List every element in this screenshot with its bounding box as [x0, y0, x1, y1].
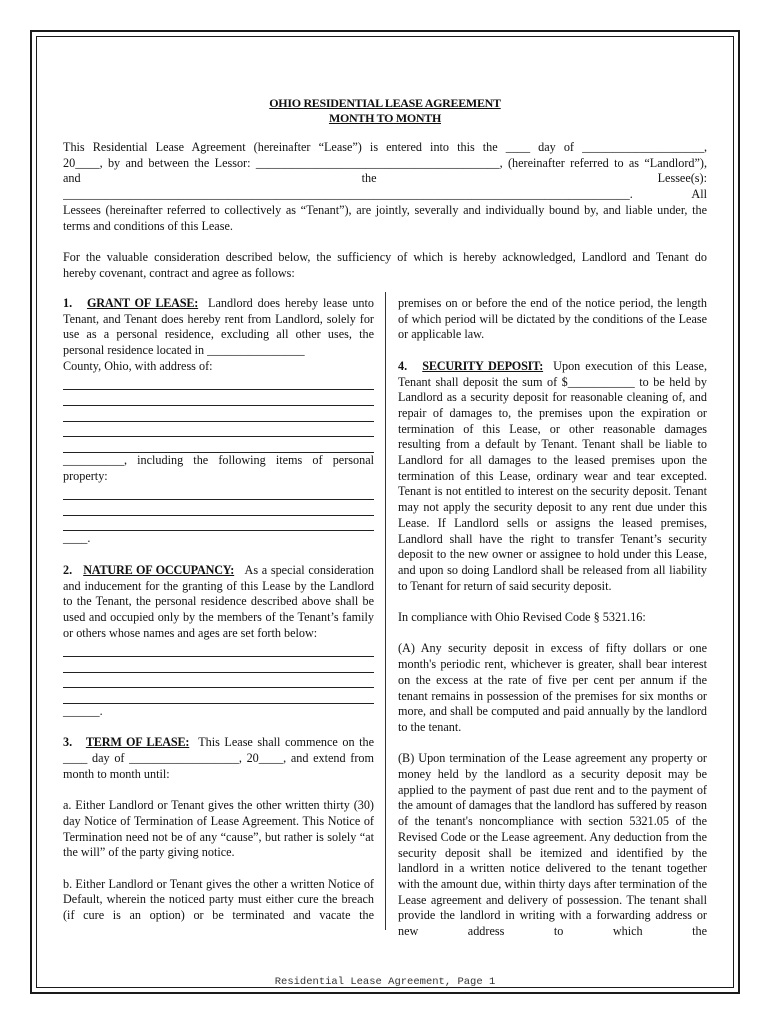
address-blank-line — [63, 390, 374, 406]
section-3-heading: TERM OF LEASE: — [85, 735, 190, 750]
occupant-blank-line — [63, 641, 374, 657]
section-3-number: 3. — [63, 735, 73, 750]
column-divider — [385, 292, 386, 930]
ohio-code-compliance: In compliance with Ohio Revised Code § 5321.16: — [398, 610, 646, 625]
clause-a-interest: (A) Any security deposit in excess of fifty dollars or one month's periodic rent, whichever is greater, shall bear interest on the excess at the rate of five per cent per annum if the tenant remains in possession of the premises for six months or more, and shall be computed and paid annually by the landlord to the tenant. — [398, 641, 707, 734]
lessee-names-blank: _____________________________________________________________________________________________. — [63, 187, 633, 202]
section-2-nature-of-occupancy — [63, 563, 374, 642]
clause-b-termination: (B) Upon termination of the Lease agreement any property or money held by the landlord as a security deposit may be applied to the payment of past due rent and to the payment of the amount of damages that the landlord has suffered by reason of the tenant's noncompliance with section 5321.05 of the Revised Code or the Lease agreement. Any deduction from the security deposit shall be itemized and identified by the landlord in a written notice delivered to the tenant together with the amount due, within thirty days after termination of the Lease agreement and delivery of possession. The tenant shall provide the landlord in writing with a forwarding address or new address to which the — [398, 751, 707, 939]
section-4-text: Upon execution of this Lease, Tenant shall deposit the sum of $___________ to be held by Landlord as a security deposit for reasonable cleaning of, and repair of damages to, the premises upon the expiration or termination of this Lease, or other reasonable damages resulting from a default by Tenant. Tenant shall be liable to Landlord for all damages to the leased premises upon the termination of this Lease, ordinary wear and tear excepted. Tenant is not entitled to interest on the security deposit. Tenant may not apply the security deposit to any rent due under this Lease. If Landlord sells or assigns the leased premises, Landlord shall have the right to transfer Tenant’s security deposit to the new owner or assignee to hold under this Lease, and upon so doing Landlord shall be released from all liability to Tenant for return of said security deposit. — [398, 358, 708, 593]
section-3-clause-a: a. Either Landlord or Tenant gives the other written thirty (30) day Notice of Termination of Lease Agreement. This Notice of Termination need not be of any “cause”, but rather is solely “at the will” of the party giving notice. — [63, 798, 374, 860]
page-footer: Residential Lease Agreement, Page 1 — [274, 976, 496, 988]
property-blank-line — [63, 516, 374, 532]
section-1-number: 1. — [63, 296, 73, 310]
property-blank-line — [63, 484, 374, 500]
address-blank-line — [63, 375, 374, 391]
section-3-continuation: premises on or before the end of the notice period, the length of which period will be dictated by the conditions of the Lease or applicable law. — [398, 296, 707, 342]
section-3-clause-b: b. Either Landlord or Tenant gives the other a written Notice of Default, wherein the noticed party must either cure the breach (if cure is an option) or be terminated and vacate the — [63, 876, 374, 923]
intro-all: All — [691, 187, 707, 202]
section-1-heading: GRANT OF LEASE: — [86, 296, 199, 310]
section-1-text: Landlord does hereby lease unto Tenant, and Tenant does hereby rent from Landlord, solely for use as a personal residence, excluding all other uses, the personal residence located in ________________ — [63, 296, 375, 358]
right-column — [398, 296, 707, 940]
section-4-heading: SECURITY DEPOSIT: — [422, 358, 544, 373]
occupant-blank-line — [63, 673, 374, 689]
intro-line-2: 20____, by and between the Lessor: ________________________________________, (hereinafter referred to as “Landlord”), — [63, 155, 707, 170]
address-blank-line — [63, 406, 374, 422]
section-2-heading: NATURE OF OCCUPANCY: — [83, 562, 235, 577]
section-1-including-line: __________, including the following items of personal — [63, 452, 374, 467]
document-subtitle: MONTH TO MONTH — [328, 111, 442, 125]
section-4-number: 4. — [398, 358, 408, 373]
consideration-line-2: hereby covenant, contract and agree as follows: — [63, 265, 295, 280]
address-blank-line — [63, 422, 374, 438]
section-1-grant-of-lease — [63, 296, 374, 359]
section-1-end-blank: ____. — [63, 531, 91, 546]
section-2-end-blank: ______. — [63, 704, 103, 719]
address-blank-line — [63, 437, 374, 453]
consideration-paragraph — [63, 250, 707, 281]
intro-line-4 — [63, 187, 707, 203]
occupant-blank-line — [63, 657, 374, 673]
property-blank-line — [63, 500, 374, 516]
intro-line-5: Lessees (hereinafter referred to collectively as “Tenant”), are jointly, severally and individually bound by, and liable under, the — [63, 202, 707, 217]
document-title: OHIO RESIDENTIAL LEASE AGREEMENT — [269, 96, 501, 110]
intro-line-3 — [63, 171, 707, 187]
consideration-line-1: For the valuable consideration described below, the sufficiency of which is hereby acknowledged, Landlord and Tenant do — [63, 250, 707, 264]
intro-line-1: This Residential Lease Agreement (hereinafter “Lease”) is entered into this the ____ day of ____________________, — [63, 140, 707, 154]
section-2-text: As a special consideration and inducement for the granting of this Lease by the Landlord to the Tenant, the personal residence described above shall be used and occupied only by the members of the Tenant’s family or others whose names and ages are set forth below: — [63, 562, 375, 640]
intro-paragraph — [63, 140, 707, 234]
section-2-number: 2. — [63, 562, 73, 577]
intro-the: the — [361, 171, 377, 186]
occupant-blank-line — [63, 688, 374, 704]
section-1-county-line: County, Ohio, with address of: — [63, 358, 213, 373]
intro-lessees-label: Lessee(s): — [657, 171, 707, 186]
intro-and: and — [63, 171, 81, 186]
section-3-term-of-lease — [63, 735, 374, 782]
left-column — [63, 296, 374, 924]
intro-line-6: terms and conditions of this Lease. — [63, 218, 233, 233]
section-3-text: This Lease shall commence on the ____ day of __________________, 20____, and extend from month to month until: — [63, 735, 375, 781]
section-1-property-label: property: — [63, 468, 108, 483]
section-4-security-deposit — [398, 359, 707, 595]
